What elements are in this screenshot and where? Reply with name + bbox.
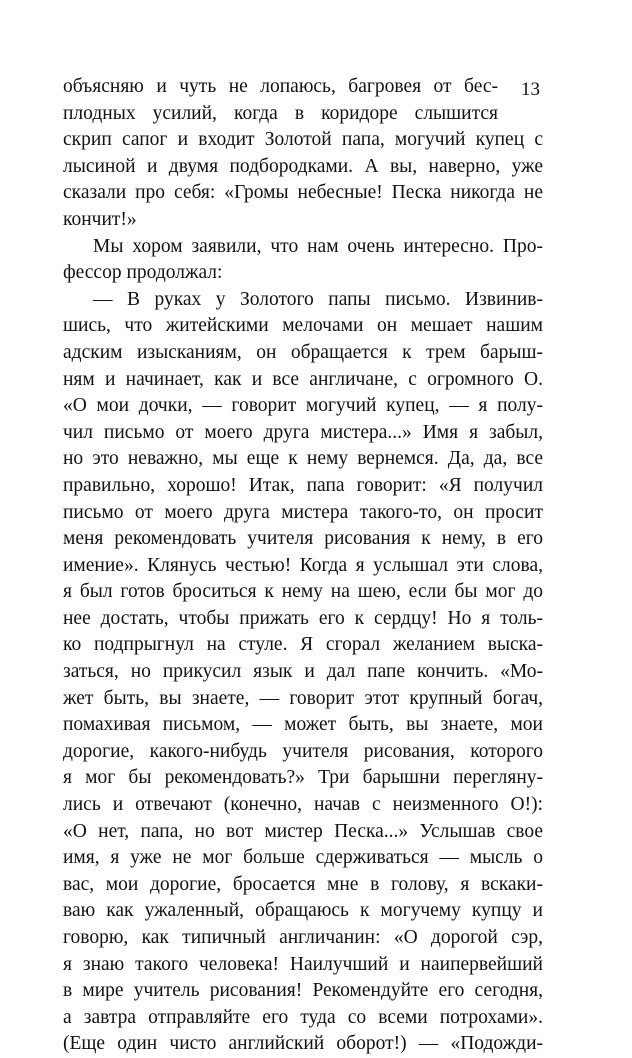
text-line: чил письмо от моего друга мистера...» Имя я забыл,: [63, 421, 543, 443]
text-line: в мире учитель рисования! Рекомендуйте его сегодня,: [63, 980, 543, 1002]
text-line: правильно, хорошо! Итак, папа говорит: «Я получил: [63, 474, 543, 496]
text-line: ням и начинает, как и все англичане, с огромного О.: [63, 368, 543, 390]
text-line: ваю как ужаленный, обращаюсь к могучему купцу и: [63, 900, 543, 922]
text-line: — В руках у Золотого папы письмо. Извинив-: [93, 288, 543, 310]
text-line: кончит!»: [63, 208, 137, 230]
text-line: жет быть, вы знаете, — говорит этот крупный богач,: [63, 687, 543, 709]
text-line: заться, но прикусил язык и дал папе кончить. «Мо-: [63, 661, 543, 683]
text-line: но это неважно, мы еще к нему вернемся. Да, да, все: [63, 448, 543, 470]
text-line: ко подпрыгнул на стуле. Я сгорал желанием выска-: [63, 634, 543, 656]
text-line: «О нет, папа, но вот мистер Песка...» Услышав свое: [63, 820, 543, 842]
text-line: нее достать, чтобы прижать его к сердцу! Но я толь-: [63, 607, 543, 629]
text-line: объясняю и чуть не лопаюсь, багровея от бес-: [63, 76, 498, 97]
text-line: скрип сапог и входит Золотой папа, могучий купец с: [63, 129, 543, 151]
text-line: я был готов броситься к нему на шею, если бы мог до: [63, 581, 543, 603]
text-line: меня рекомендовать учителя рисования к нему, в его: [63, 528, 543, 550]
text-line: письмо от моего друга мистера такого-то, он просит: [63, 501, 543, 523]
text-line: Мы хором заявили, что нам очень интересно. Про-: [93, 235, 543, 257]
text-line: лись и отвечают (конечно, начав с неизменного О!):: [63, 794, 543, 816]
text-line: (Еще один чисто английский оборот!) — «Подожди-: [63, 1033, 543, 1055]
text-line: говорю, как типичный англичанин: «О дорогой сэр,: [63, 927, 543, 948]
page-number: 13: [521, 79, 540, 100]
text-line: лысиной и двумя подбородками. А вы, наверно, уже: [63, 155, 543, 177]
text-line: я мог бы рекомендовать?» Три барышни перегляну-: [63, 767, 543, 789]
page-text: [63, 74, 543, 1058]
text-line: вас, мои дорогие, бросается мне в голову, я вскаки-: [63, 873, 543, 895]
text-line: дорогие, какого-нибудь учителя рисования, которого: [63, 740, 543, 762]
text-line: имение». Клянусь честью! Когда я услышал эти слова,: [63, 554, 543, 576]
text-line: а завтра отправляйте его туда со всеми потрохами».: [63, 1006, 543, 1028]
text-line: помахивая письмом, — может быть, вы знаете, мои: [63, 714, 543, 736]
text-line: сказали про себя: «Громы небесные! Песка никогда не: [63, 182, 543, 204]
text-line: плодных усилий, когда в коридоре слышится: [63, 102, 498, 124]
text-line: «О мои дочки, — говорит могучий купец, — я полу-: [63, 395, 543, 417]
text-line: я знаю такого человека! Наилучший и наипервейший: [63, 953, 543, 975]
text-line: шись, что житейскими мелочами он мешает нашим: [63, 315, 543, 337]
text-line: имя, я уже не мог больше сдерживаться — мысль о: [63, 847, 543, 869]
text-line: адским изысканиям, он обращается к трем барыш-: [63, 341, 543, 363]
text-line: фессор продолжал:: [63, 262, 223, 284]
